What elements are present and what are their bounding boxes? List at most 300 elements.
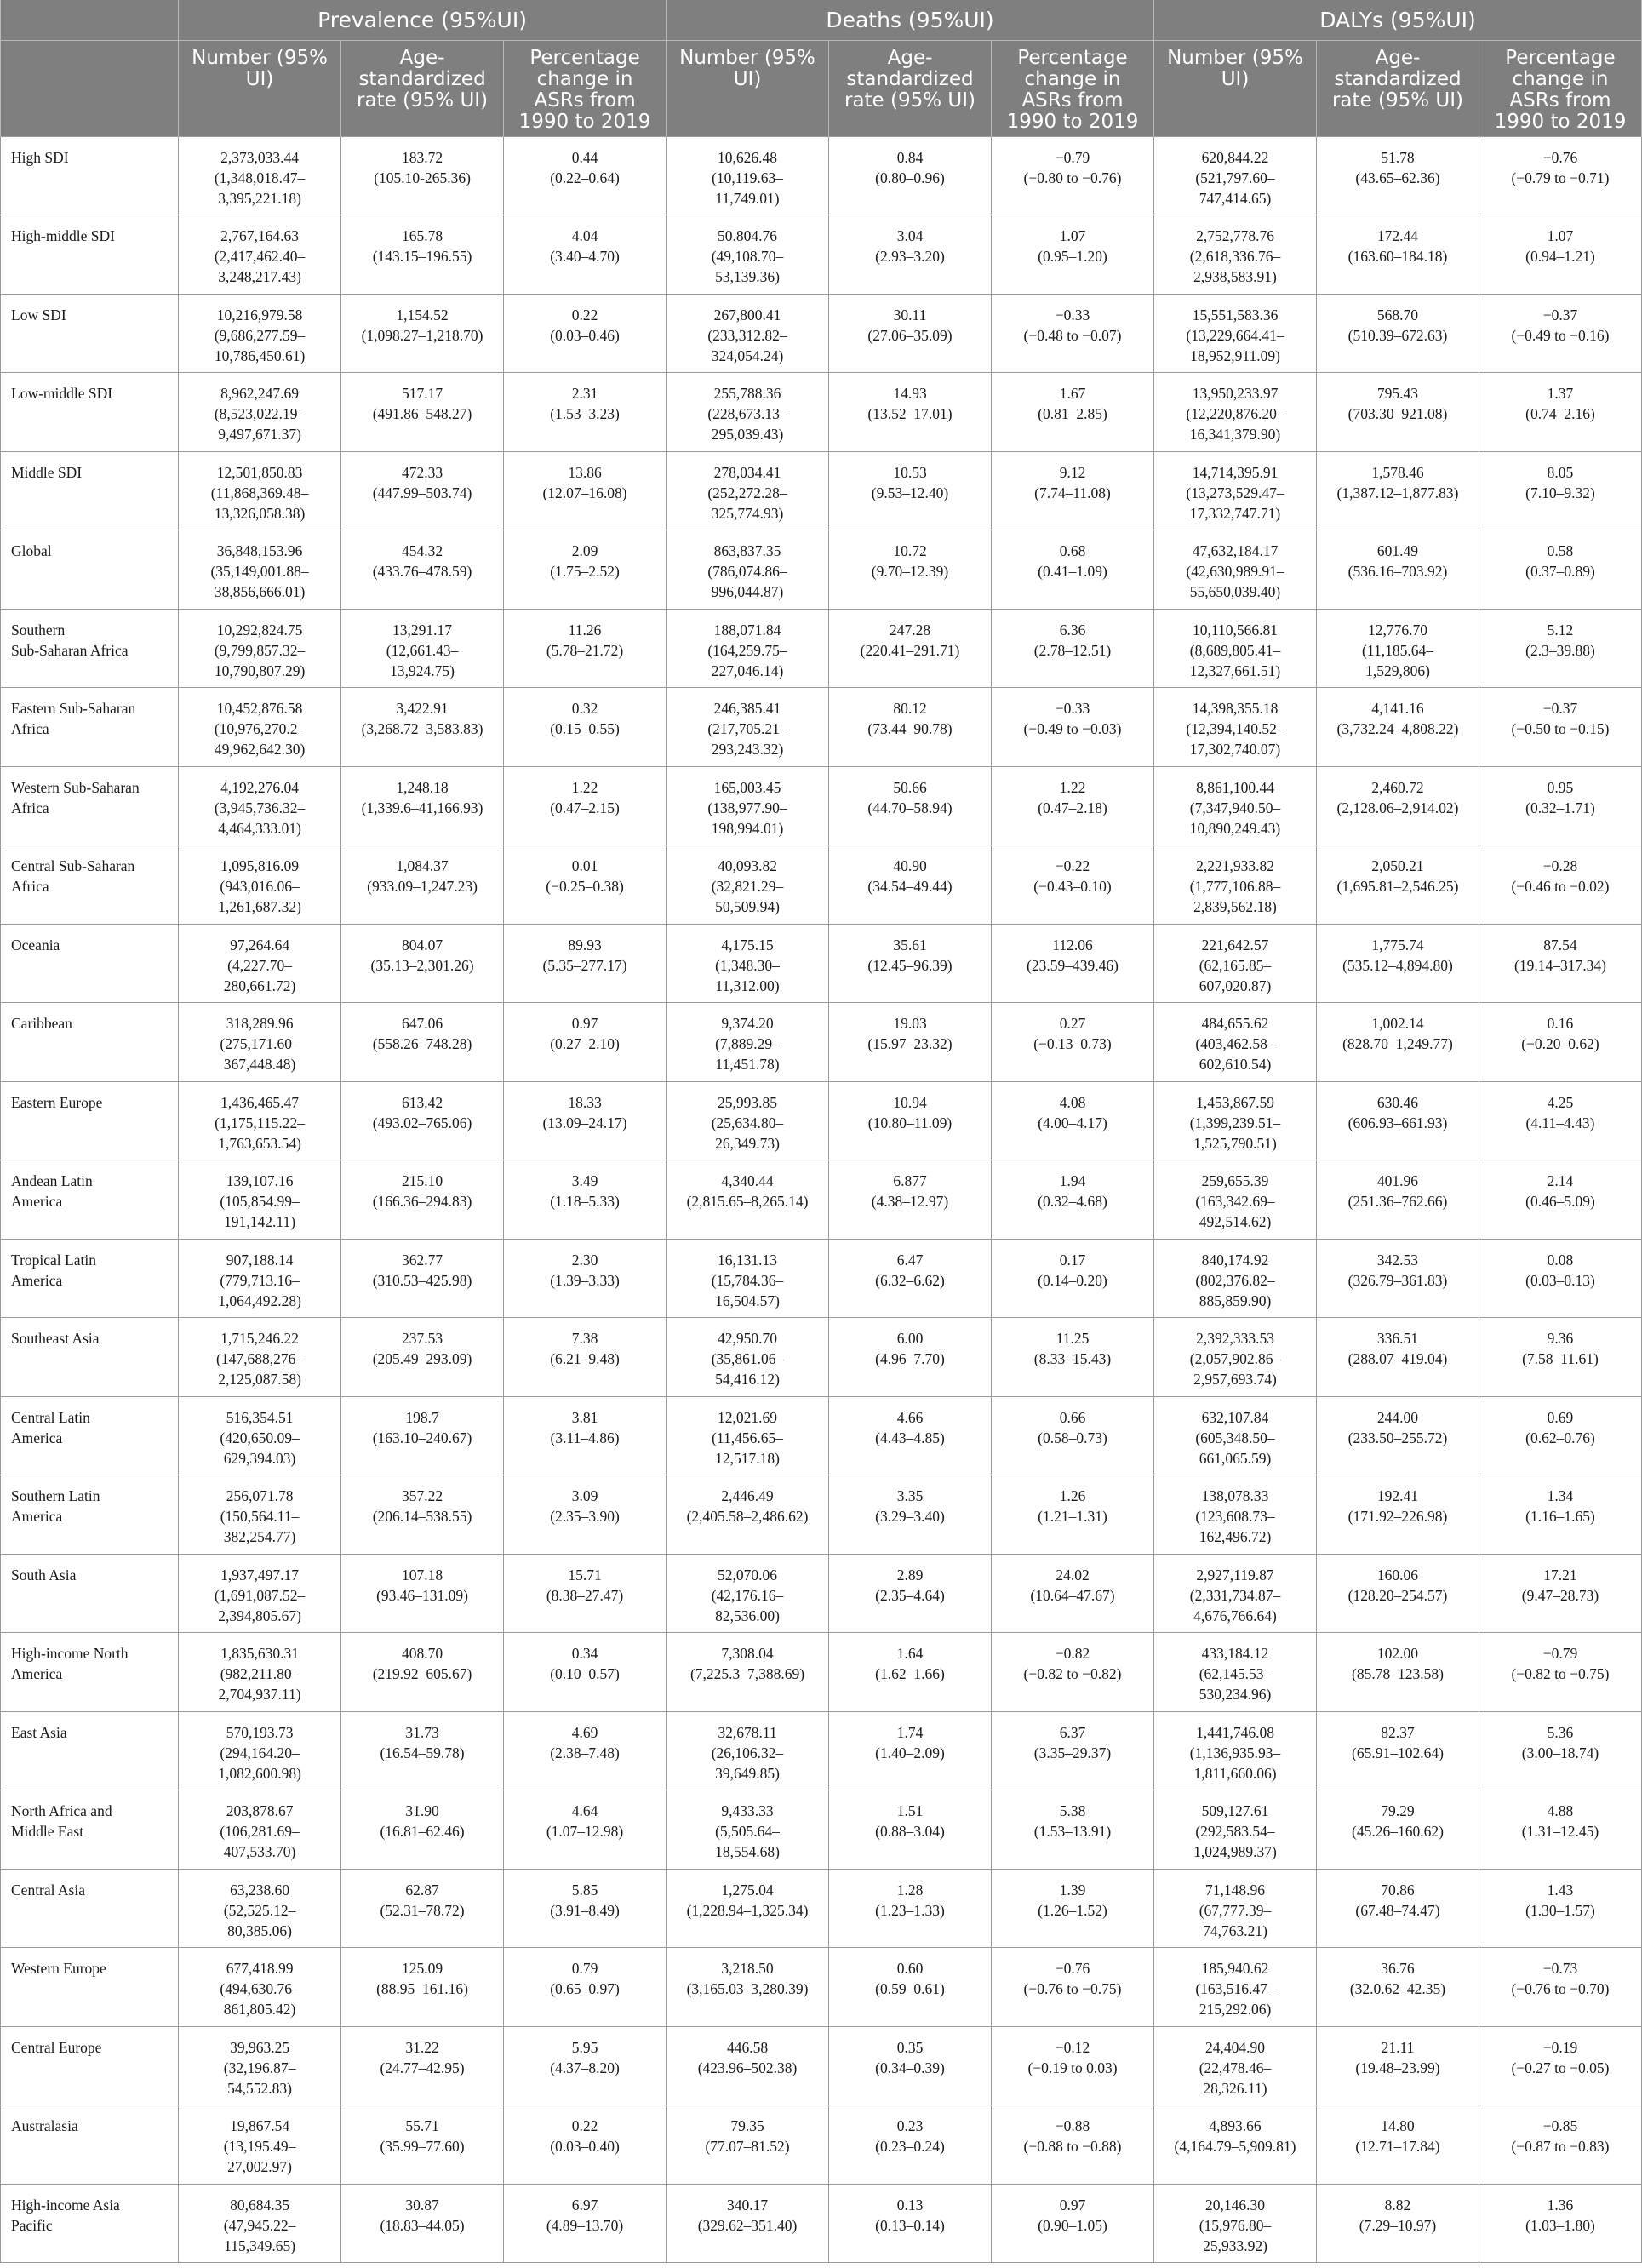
location-label: America [11,1508,63,1525]
cell-interval: (123,608.73– [1195,1508,1275,1525]
cell-value: 342.53 [1376,1251,1419,1269]
cell-interval: (3.29–3.40) [875,1508,945,1525]
prevalence-number-cell [179,1554,341,1633]
cell-value: 863,837.35 [713,542,781,559]
cell-interval: (2,417,462.40– [214,248,306,265]
cell-interval: (12.07–16.08) [542,484,627,501]
location-label: Central Sub-Saharan [11,857,135,874]
cell-interval: (0.32–1.71) [1525,799,1595,816]
dalys-number-cell [1154,609,1317,688]
cell-interval: (35,861.06– [711,1350,784,1367]
cell-interval: (12.45–96.39) [867,956,953,974]
dalys-number-cell [1154,2026,1317,2105]
cell-value: 11.26 [568,621,602,639]
cell-value: 6.37 [1059,1723,1086,1741]
cell-value: 2.14 [1547,1172,1574,1189]
cell-interval: 54,416.12) [715,1371,780,1388]
cell-value: 570,193.73 [226,1723,294,1741]
prevalence-number-cell [179,451,341,530]
cell-interval: 26,349.73) [715,1134,780,1152]
dalys-number-cell [1154,2105,1317,2185]
cell-value: 795.43 [1376,385,1419,402]
cell-interval: 293,243.32) [711,741,784,758]
cell-value: 2,392,333.53 [1196,1330,1274,1347]
deaths-change-cell [992,609,1154,688]
cell-interval: 2,938,583.91) [1193,268,1277,285]
cell-value: 1,084.37 [396,857,449,874]
cell-value: 0.22 [571,306,598,324]
cell-interval: (85.78–123.58) [1352,1665,1444,1682]
cell-interval: 324,054.24) [711,346,784,364]
prevalence-asr-cell [341,2026,504,2105]
location-cell [1,1003,179,1082]
cell-value: 13.86 [568,463,602,481]
dalys-change-cell [1479,924,1641,1003]
deaths-change-cell [992,1239,1154,1318]
deaths-number-cell [667,1081,829,1160]
location-label: Southeast Asia [11,1330,100,1347]
dalys-change-cell [1479,1633,1641,1712]
cell-interval: 17,302,740.07) [1189,741,1281,758]
location-cell [1,1160,179,1240]
deaths-change-cell [992,1869,1154,1948]
table-row [1,2026,1642,2105]
prevalence-asr-cell [341,530,504,610]
deaths-asr-cell [829,215,992,295]
deaths-change-cell [992,1790,1154,1870]
cell-value: 2,373,033.44 [220,148,299,166]
cell-value: 1.07 [1059,227,1086,244]
dalys-number-cell [1154,1003,1317,1082]
dalys-number-cell [1154,845,1317,925]
deaths-asr-cell [829,1239,992,1318]
location-cell [1,1475,179,1555]
dalys-change-cell [1479,688,1641,767]
deaths-change-cell [992,530,1154,610]
cell-interval: (150,564.11– [220,1508,300,1525]
location-label: Western Europe [11,1960,106,1977]
cell-value: 0.79 [571,1960,598,1977]
location-label: America [11,1665,63,1682]
dalys-asr-cell [1317,1081,1479,1160]
prevalence-asr-cell [341,1318,504,1397]
cell-value: 907,188.14 [226,1251,294,1269]
table-row [1,1003,1642,1082]
cell-interval: 607,020.87) [1199,976,1272,994]
prevalence-change-cell [504,373,667,452]
cell-value: 362.77 [401,1251,443,1269]
cell-interval: (288.07–419.04) [1347,1350,1448,1367]
cell-interval: (62,145.53– [1199,1665,1272,1682]
dalys-change-cell [1479,2184,1641,2263]
dalys-change-cell [1479,215,1641,295]
location-label: Africa [11,799,49,816]
location-label: Global [11,542,52,559]
deaths-asr-cell [829,1790,992,1870]
cell-interval: 3,395,221.18) [218,189,301,207]
cell-value: 39,963.25 [230,2038,290,2056]
cell-interval: (0.95–1.20) [1038,248,1107,265]
cell-interval: (12,220,876.20– [1186,405,1284,422]
header-subcol-row [1,40,1642,136]
cell-interval: (10.80–11.09) [867,1114,953,1131]
cell-interval: (0.80–0.96) [875,169,945,186]
cell-interval: (23.59–439.46) [1027,956,1119,974]
prevalence-number-cell [179,1711,341,1790]
cell-value: 14.80 [1381,2117,1415,2134]
location-cell [1,766,179,845]
cell-interval: 115,349.65) [224,2236,296,2254]
cell-value: −0.85 [1542,2117,1578,2134]
table-row [1,373,1642,452]
cell-interval: (−0.13–0.73) [1033,1035,1112,1052]
header-prevalence-number: Number (95% UI) [179,40,341,136]
location-label: High-income North [11,1645,129,1662]
location-label: Andean Latin [11,1172,93,1189]
dalys-change-cell [1479,1318,1641,1397]
dalys-number-cell [1154,688,1317,767]
cell-interval: (2,815.65–8,265.14) [686,1193,809,1210]
location-label: Eastern Sub-Saharan [11,700,136,717]
cell-interval: (10,976,270.2– [214,720,306,737]
cell-value: 102.00 [1376,1645,1419,1662]
cell-value: 5.95 [571,2038,598,2056]
cell-value: 198.7 [405,1408,439,1426]
cell-value: 484,655.62 [1201,1015,1269,1032]
cell-interval: (−0.46 to −0.02) [1511,878,1610,895]
cell-value: 87.54 [1543,936,1577,954]
cell-value: 10.94 [893,1093,927,1111]
cell-interval: (−0.76 to −0.70) [1511,1980,1610,1997]
cell-value: 112.06 [1052,936,1093,954]
cell-interval: (143.15–196.55) [372,248,472,265]
cell-value: 192.41 [1376,1487,1419,1504]
cell-value: 1.22 [1059,778,1086,796]
cell-value: 4,141.16 [1371,700,1424,717]
prevalence-asr-cell [341,294,504,373]
cell-value: 172.44 [1376,227,1419,244]
dalys-number-cell [1154,373,1317,452]
cell-interval: (433.76–478.59) [372,563,472,580]
table-row [1,1396,1642,1475]
deaths-asr-cell [829,688,992,767]
cell-interval: 215,292.06) [1199,2001,1272,2018]
deaths-change-cell [992,1475,1154,1555]
table-row [1,1239,1642,1318]
cell-value: 1.64 [896,1645,924,1662]
deaths-change-cell [992,294,1154,373]
cell-interval: (2,128.06–2,914.02) [1336,799,1459,816]
cell-value: 516,354.51 [226,1408,294,1426]
cell-interval: (45.26–160.62) [1352,1823,1444,1840]
dalys-asr-cell [1317,1790,1479,1870]
cell-interval: 80,385.06) [227,1922,292,1939]
prevalence-asr-cell [341,1948,504,2027]
prevalence-asr-cell [341,451,504,530]
dalys-asr-cell [1317,1003,1479,1082]
cell-interval: (802,376.82– [1195,1271,1275,1289]
cell-value: 70.86 [1381,1881,1415,1899]
table-row [1,2105,1642,2185]
cell-interval: (−0.82 to −0.75) [1511,1665,1610,1682]
cell-value: 35.61 [893,936,927,954]
deaths-asr-cell [829,1475,992,1555]
table-row [1,215,1642,295]
cell-interval: (2.93–3.20) [875,248,945,265]
dalys-change-cell [1479,1711,1641,1790]
cell-interval: (1,777,106.88– [1189,878,1281,895]
cell-value: 0.17 [1059,1251,1086,1269]
cell-value: 19,867.54 [230,2117,290,2134]
deaths-change-cell [992,451,1154,530]
dalys-number-cell [1154,294,1317,373]
cell-interval: (3.11–4.86) [550,1429,620,1446]
cell-value: 0.69 [1547,1408,1574,1426]
deaths-asr-cell [829,766,992,845]
dalys-asr-cell [1317,2026,1479,2105]
cell-interval: (19.48–23.99) [1355,2059,1440,2076]
cell-interval: (275,171.60– [220,1035,300,1052]
deaths-number-cell [667,1711,829,1790]
cell-value: −0.33 [1055,700,1090,717]
cell-interval: 325,774.93) [711,504,784,522]
cell-interval: 25,933.92) [1203,2236,1267,2254]
cell-value: 0.58 [1547,542,1574,559]
dalys-change-cell [1479,2026,1641,2105]
prevalence-number-cell [179,609,341,688]
cell-value: 10.72 [893,542,927,559]
cell-value: 1.67 [1059,385,1086,402]
cell-interval: 13,924.75) [390,662,455,679]
cell-interval: (35,149,001.88– [210,563,309,580]
cell-interval: (65.91–102.64) [1352,1744,1444,1761]
cell-interval: 10,790,807.29) [214,662,306,679]
dalys-asr-cell [1317,1160,1479,1240]
deaths-asr-cell [829,1396,992,1475]
cell-interval: (106,281.69– [220,1823,300,1840]
prevalence-change-cell [504,1003,667,1082]
cell-interval: (7.74–11.08) [1034,484,1111,501]
cell-value: −0.88 [1055,2117,1090,2134]
prevalence-asr-cell [341,1396,504,1475]
cell-interval: 2,125,087.58) [218,1371,301,1388]
prevalence-number-cell [179,2105,341,2185]
cell-interval: (933.09–1,247.23) [367,878,478,895]
prevalence-number-cell [179,1633,341,1712]
dalys-asr-cell [1317,136,1479,215]
deaths-number-cell [667,609,829,688]
cell-value: 4.64 [571,1802,598,1819]
deaths-change-cell [992,2184,1154,2263]
cell-value: 401.96 [1376,1172,1419,1189]
deaths-number-cell [667,2105,829,2185]
cell-value: 24,404.90 [1205,2038,1265,2056]
cell-value: −0.79 [1542,1645,1578,1662]
dalys-asr-cell [1317,688,1479,767]
cell-value: 10,110,566.81 [1193,621,1278,639]
location-cell [1,451,179,530]
cell-value: 6.00 [896,1330,924,1347]
cell-interval: 602,610.54) [1199,1056,1272,1073]
dalys-asr-cell [1317,2184,1479,2263]
cell-value: 256,071.78 [226,1487,294,1504]
cell-value: 259,655.39 [1201,1172,1269,1189]
cell-value: 0.84 [896,148,924,166]
cell-interval: 996,044.87) [711,583,784,600]
location-label: South Asia [11,1566,77,1584]
prevalence-number-cell [179,924,341,1003]
dalys-change-cell [1479,136,1641,215]
deaths-number-cell [667,1869,829,1948]
cell-value: 31.90 [405,1802,439,1819]
cell-value: 620,844.22 [1201,148,1269,166]
cell-value: 2.31 [571,385,598,402]
cell-value: 10,452,876.58 [216,700,303,717]
cell-value: 1.22 [571,778,598,796]
cell-value: 4,192,276.04 [220,778,299,796]
cell-interval: (3,732.24–4,808.22) [1336,720,1459,737]
cell-interval: (−0.50 to −0.15) [1511,720,1610,737]
cell-value: 0.32 [571,700,598,717]
dalys-asr-cell [1317,1948,1479,2027]
cell-interval: (−0.88 to −0.88) [1023,2138,1122,2155]
cell-value: 107.18 [401,1566,443,1584]
cell-interval: (0.14–0.20) [1038,1271,1107,1289]
cell-interval: (4.37–8.20) [550,2059,620,2076]
cell-interval: 198,994.01) [711,819,784,837]
prevalence-asr-cell [341,1633,504,1712]
cell-interval: (67.48–74.47) [1355,1901,1440,1919]
cell-interval: (329.62–351.40) [697,2216,798,2234]
prevalence-asr-cell [341,215,504,295]
deaths-change-cell [992,1318,1154,1397]
cell-interval: (3.91–8.49) [550,1901,620,1919]
cell-value: 1,775.74 [1371,936,1424,954]
cell-interval: (138,977.90– [707,799,787,816]
cell-interval: 407,533.70) [223,1843,296,1860]
dalys-asr-cell [1317,924,1479,1003]
cell-interval: (786,074.86– [707,563,787,580]
cell-interval: (1,175,115.22– [215,1114,305,1131]
dalys-asr-cell [1317,845,1479,925]
cell-interval: (15,976.80– [1199,2216,1272,2234]
cell-interval: (2.35–4.64) [875,1586,945,1604]
cell-interval: 1,082,600.98) [218,1764,301,1782]
deaths-change-cell [992,1711,1154,1790]
cell-value: 0.95 [1547,778,1574,796]
cell-interval: (3.35–29.37) [1033,1744,1112,1761]
cell-interval: (1.31–12.45) [1521,1823,1599,1840]
prevalence-change-cell [504,1554,667,1633]
table-row [1,688,1642,767]
cell-value: −0.28 [1542,857,1578,874]
cell-value: 40,093.82 [718,857,778,874]
dalys-change-cell [1479,451,1641,530]
cell-interval: 2,957,693.74) [1193,1371,1277,1388]
cell-value: 31.22 [405,2038,439,2056]
location-cell [1,373,179,452]
cell-value: 8,962,247.69 [220,385,299,402]
location-cell [1,1790,179,1870]
cell-value: 647.06 [401,1015,443,1032]
cell-interval: 10,786,450.61) [214,346,306,364]
header-prevalence: Prevalence (95%UI) [179,0,667,40]
prevalence-change-cell [504,845,667,925]
cell-interval: 11,451.78) [715,1056,780,1073]
cell-value: 16,131.13 [718,1251,778,1269]
location-cell [1,1396,179,1475]
cell-value: 2.30 [571,1251,598,1269]
cell-value: 10,292,824.75 [216,621,303,639]
cell-value: 3,218.50 [721,1960,774,1977]
table-row [1,924,1642,1003]
cell-value: 0.60 [896,1960,924,1977]
deaths-asr-cell [829,1081,992,1160]
cell-value: 1.74 [896,1723,924,1741]
prevalence-change-cell [504,530,667,610]
cell-value: 19.03 [893,1015,927,1032]
dalys-change-cell [1479,766,1641,845]
table-row [1,766,1642,845]
location-cell [1,1948,179,2027]
location-label: High-income Asia [11,2196,120,2214]
cell-interval: 10,890,249.43) [1189,819,1281,837]
prevalence-asr-cell [341,136,504,215]
cell-interval: (1,695.81–2,546.25) [1336,878,1459,895]
cell-value: 165,003.45 [713,778,781,796]
cell-interval: (1,399,239.51– [1189,1114,1281,1131]
location-label: Low-middle SDI [11,385,113,402]
cell-value: 246,385.41 [713,700,781,717]
dalys-change-cell [1479,609,1641,688]
deaths-number-cell [667,1239,829,1318]
prevalence-asr-cell [341,1869,504,1948]
cell-value: 0.34 [571,1645,598,1662]
cell-interval: (88.95–161.16) [376,1980,468,1997]
deaths-number-cell [667,1475,829,1555]
prevalence-change-cell [504,294,667,373]
cell-interval: (6.21–9.48) [550,1350,620,1367]
table-row [1,136,1642,215]
dalys-number-cell [1154,1475,1317,1555]
cell-interval: (−0.87 to −0.83) [1511,2138,1610,2155]
prevalence-change-cell [504,2105,667,2185]
cell-interval: (9,799,857.32– [214,641,306,659]
cell-value: −0.82 [1055,1645,1090,1662]
cell-interval: (47,945.22– [223,2216,296,2234]
cell-interval: 9,497,671.37) [218,426,301,443]
cell-interval: (32.0.62–42.35) [1349,1980,1446,1997]
prevalence-asr-cell [341,373,504,452]
cell-interval: (7,347,940.50– [1189,799,1281,816]
dalys-number-cell [1154,1869,1317,1948]
cell-value: 15,551,583.36 [1192,306,1279,324]
cell-interval: (163.60–184.18) [1347,248,1448,265]
cell-interval: (0.37–0.89) [1525,563,1595,580]
prevalence-number-cell [179,373,341,452]
cell-interval: 16,341,379.90) [1189,426,1281,443]
location-label: Middle SDI [11,463,83,481]
deaths-change-cell [992,1554,1154,1633]
deaths-asr-cell [829,845,992,925]
cell-interval: (4,164.79–5,909.81) [1174,2138,1296,2155]
prevalence-asr-cell [341,1003,504,1082]
prevalence-asr-cell [341,845,504,925]
prevalence-change-cell [504,2026,667,2105]
cell-value: 4.88 [1547,1802,1574,1819]
cell-interval: 861,805.42) [223,2001,296,2018]
cell-value: 97,264.64 [230,936,290,954]
